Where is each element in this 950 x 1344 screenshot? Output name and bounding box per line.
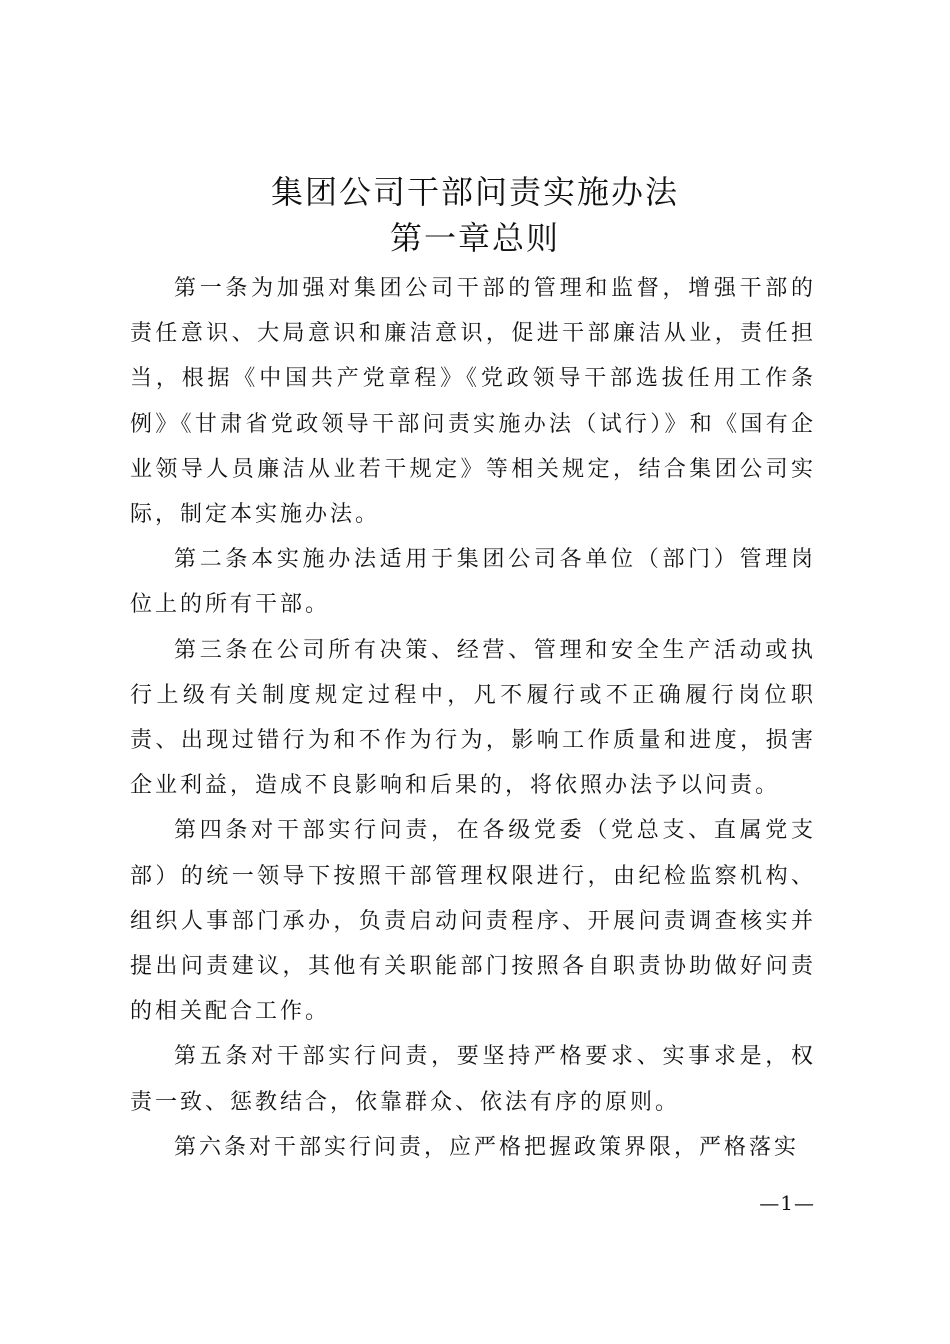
document-title: 集团公司干部问责实施办法 — [270, 173, 679, 211]
page-number: —1— — [759, 1191, 815, 1215]
article-3: 第三条在公司所有决策、经营、管理和安全生产活动或执行上级有关制度规定过程中，凡不履行或不正确履行岗位职责、出现过错行为和不作为行为，影响工作质量和进度，损害企业利益，造成不良影响和后果的，将依照办法予以问责。 — [130, 637, 816, 799]
chapter-heading: 第一章总则 — [389, 219, 560, 257]
article-4: 第四条对干部实行问责，在各级党委（党总支、直属党支部）的统一领导下按照干部管理权限进行，由纪检监察机构、组织人事部门承办，负责启动问责程序、开展问责调查核实并提出问责建议，其他有关职能部门按照各自职责协助做好问责的相关配合工作。 — [130, 818, 816, 1025]
article-5: 第五条对干部实行问责，要坚持严格要求、实事求是，权责一致、惩教结合，依靠群众、依法有序的原则。 — [130, 1044, 816, 1115]
article-6: 第六条对干部实行问责，应严格把握政策界限，严格落实 — [174, 1134, 800, 1160]
article-1: 第一条为加强对集团公司干部的管理和监督，增强干部的责任意识、大局意识和廉洁意识，促进干部廉洁从业，责任担当，根据《中国共产党章程》《党政领导干部选拔任用工作条例》《甘肃省党政领导干部问责实施办法（试行）》和《国有企业领导人员廉洁从业若干规定》等相关规定，结合集团公司实际，制定本实施办法。 — [130, 276, 816, 528]
document-body — [130, 266, 816, 1170]
article-2: 第二条本实施办法适用于集团公司各单位（部门）管理岗位上的所有干部。 — [130, 547, 816, 618]
